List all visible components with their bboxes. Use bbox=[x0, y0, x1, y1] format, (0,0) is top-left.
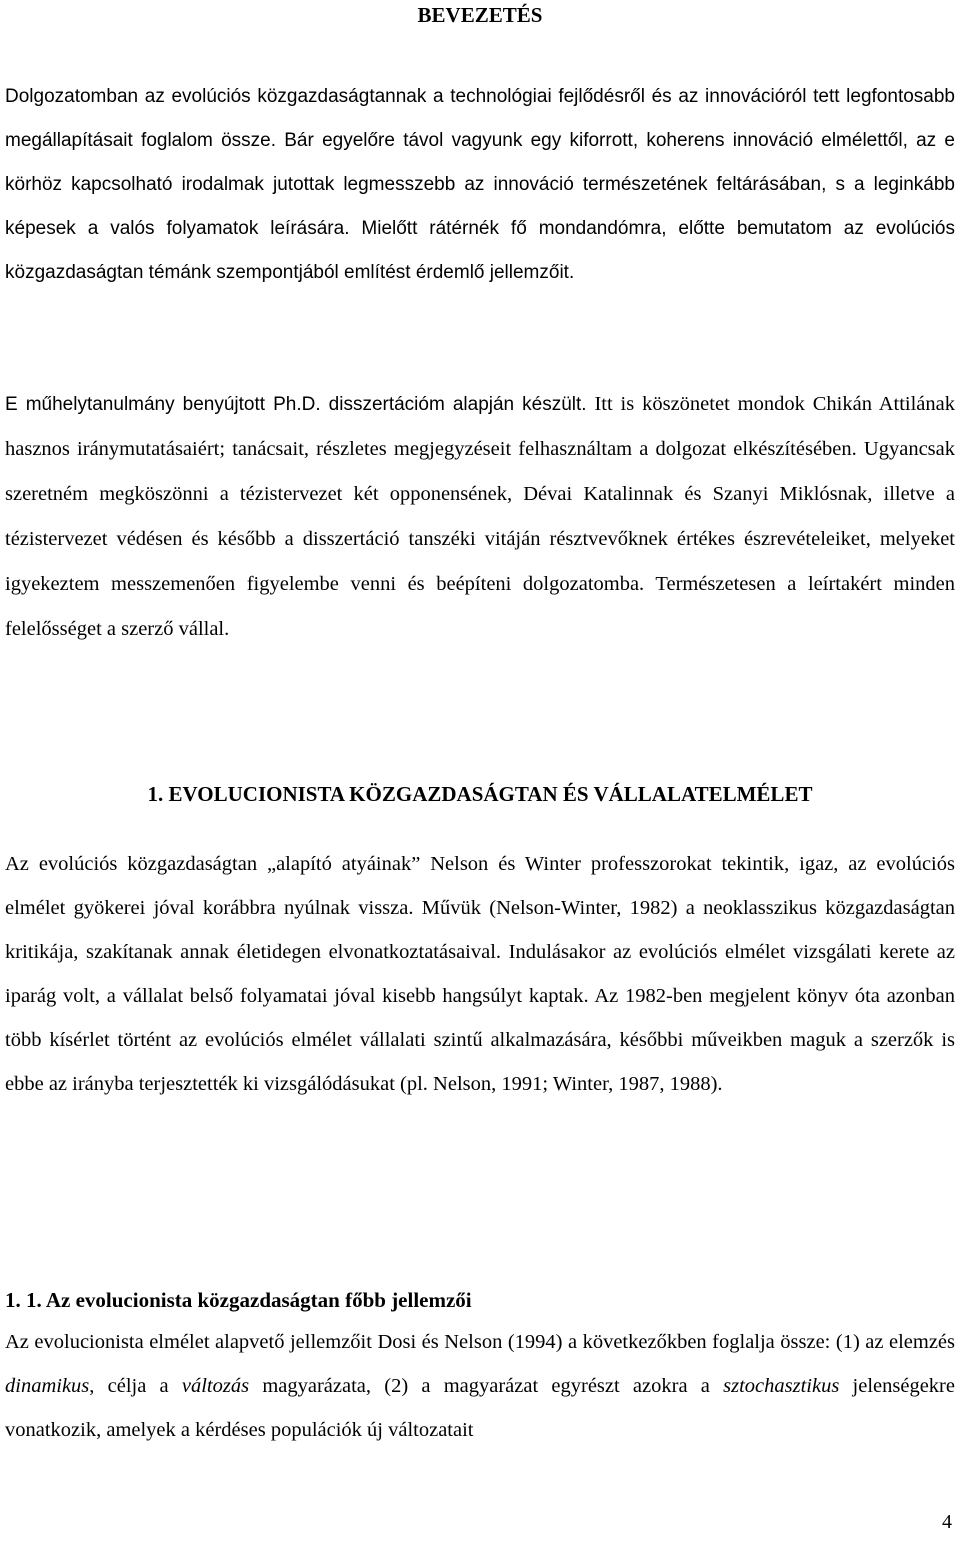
section-1-1-text-d: jelenségekre vonatkozik, amelyek a kérdéses populációk új változatait bbox=[5, 1375, 955, 1441]
intro-heading: BEVEZETÉS bbox=[417, 3, 543, 27]
section-1-1-heading: 1. 1. Az evolucionista közgazdaságtan főbb jellemzői bbox=[5, 1288, 472, 1312]
intro-paragraph-2-text: Itt is köszönetet mondok Chikán Attilának hasznos iránymutatásaiért; tanácsait, részletes megjegyzéseit felhasználtam a dolgozat elkészítésében. Ugyancsak szeretném megköszönni a tézistervezet két opponensének, Dévai Katalinnak és Szanyi Miklósnak, illetve a tézistervezet védésen és később a disszertáció tanszéki vitáján résztvevőknek értékes észrevételeiket, melyeket igyekeztem messzemenően figyelembe venni és beépíteni dolgozatomba. Természetesen a leírtakért minden felelősséget a szerző vállal. bbox=[5, 393, 955, 640]
section-1-1-text-b: , célja a bbox=[89, 1375, 182, 1397]
section-1-1-text-c: magyarázata, (2) a magyarázat egyrészt azokra a bbox=[249, 1375, 724, 1397]
chapter-1-heading: 1. EVOLUCIONISTA KÖZGAZDASÁGTAN ÉS VÁLLALATELMÉLET bbox=[147, 782, 813, 806]
intro-paragraph-1-text: Dolgozatomban az evolúciós közgazdaságtannak a technológiai fejlődésről és az innovációról tett legfontosabb megállapításait foglalom össze. Bár egyelőre távol vagyunk egy kiforrott, koherens innováció elmélettől, az e körhöz kapcsolható irodalmak jutottak legmesszebb az innováció természetének feltárásában, s a leginkább képesek a valós folyamatok leírására. Mielőtt rátérnék fő mondandómra, előtte bemutatom az evolúciós közgazdaságtan témánk szempontjából említést érdemlő jellemzőit. bbox=[5, 86, 955, 283]
emphasis-dinamikus: dinamikus bbox=[5, 1375, 90, 1397]
chapter-1-paragraph bbox=[5, 842, 955, 1106]
intro-paragraph-1 bbox=[5, 75, 955, 295]
emphasis-valtozas: változás bbox=[181, 1375, 250, 1397]
section-1-1-paragraph bbox=[5, 1320, 955, 1452]
emphasis-sztochasztikus: sztochasztikus bbox=[723, 1375, 840, 1397]
intro-paragraph-2 bbox=[5, 382, 955, 652]
section-1-1-text-a: Az evolucionista elmélet alapvető jellemzőit Dosi és Nelson (1994) a következőkben foglalja össze: (1) az elemzés bbox=[5, 1331, 955, 1353]
intro-paragraph-2-sans-text: E műhelytanulmány benyújtott Ph.D. disszertációm alapján készült. bbox=[5, 394, 587, 415]
page-number: 4 bbox=[942, 1511, 952, 1533]
chapter-1-paragraph-text: Az evolúciós közgazdaságtan „alapító atyáinak” Nelson és Winter professzorokat tekintik, igaz, az evolúciós elmélet gyökerei jóval korábbra nyúlnak vissza. Művük (Nelson-Winter, 1982) a neoklasszikus közgazdaságtan kritikája, szakítanak annak életidegen elvonatkoztatásaival. Indulásakor az evolúciós elmélet vizsgálati kerete az iparág volt, a vállalat belső folyamatai jóval kisebb hangsúlyt kaptak. Az 1982-ben megjelent könyv óta azonban több kísérlet történt az evolúciós elmélet vállalati szintű alkalmazására, későbbi műveikben maguk a szerzők is ebbe az irányba terjesztették ki vizsgálódásukat (pl. Nelson, 1991; Winter, 1987, 1988). bbox=[5, 853, 955, 1095]
